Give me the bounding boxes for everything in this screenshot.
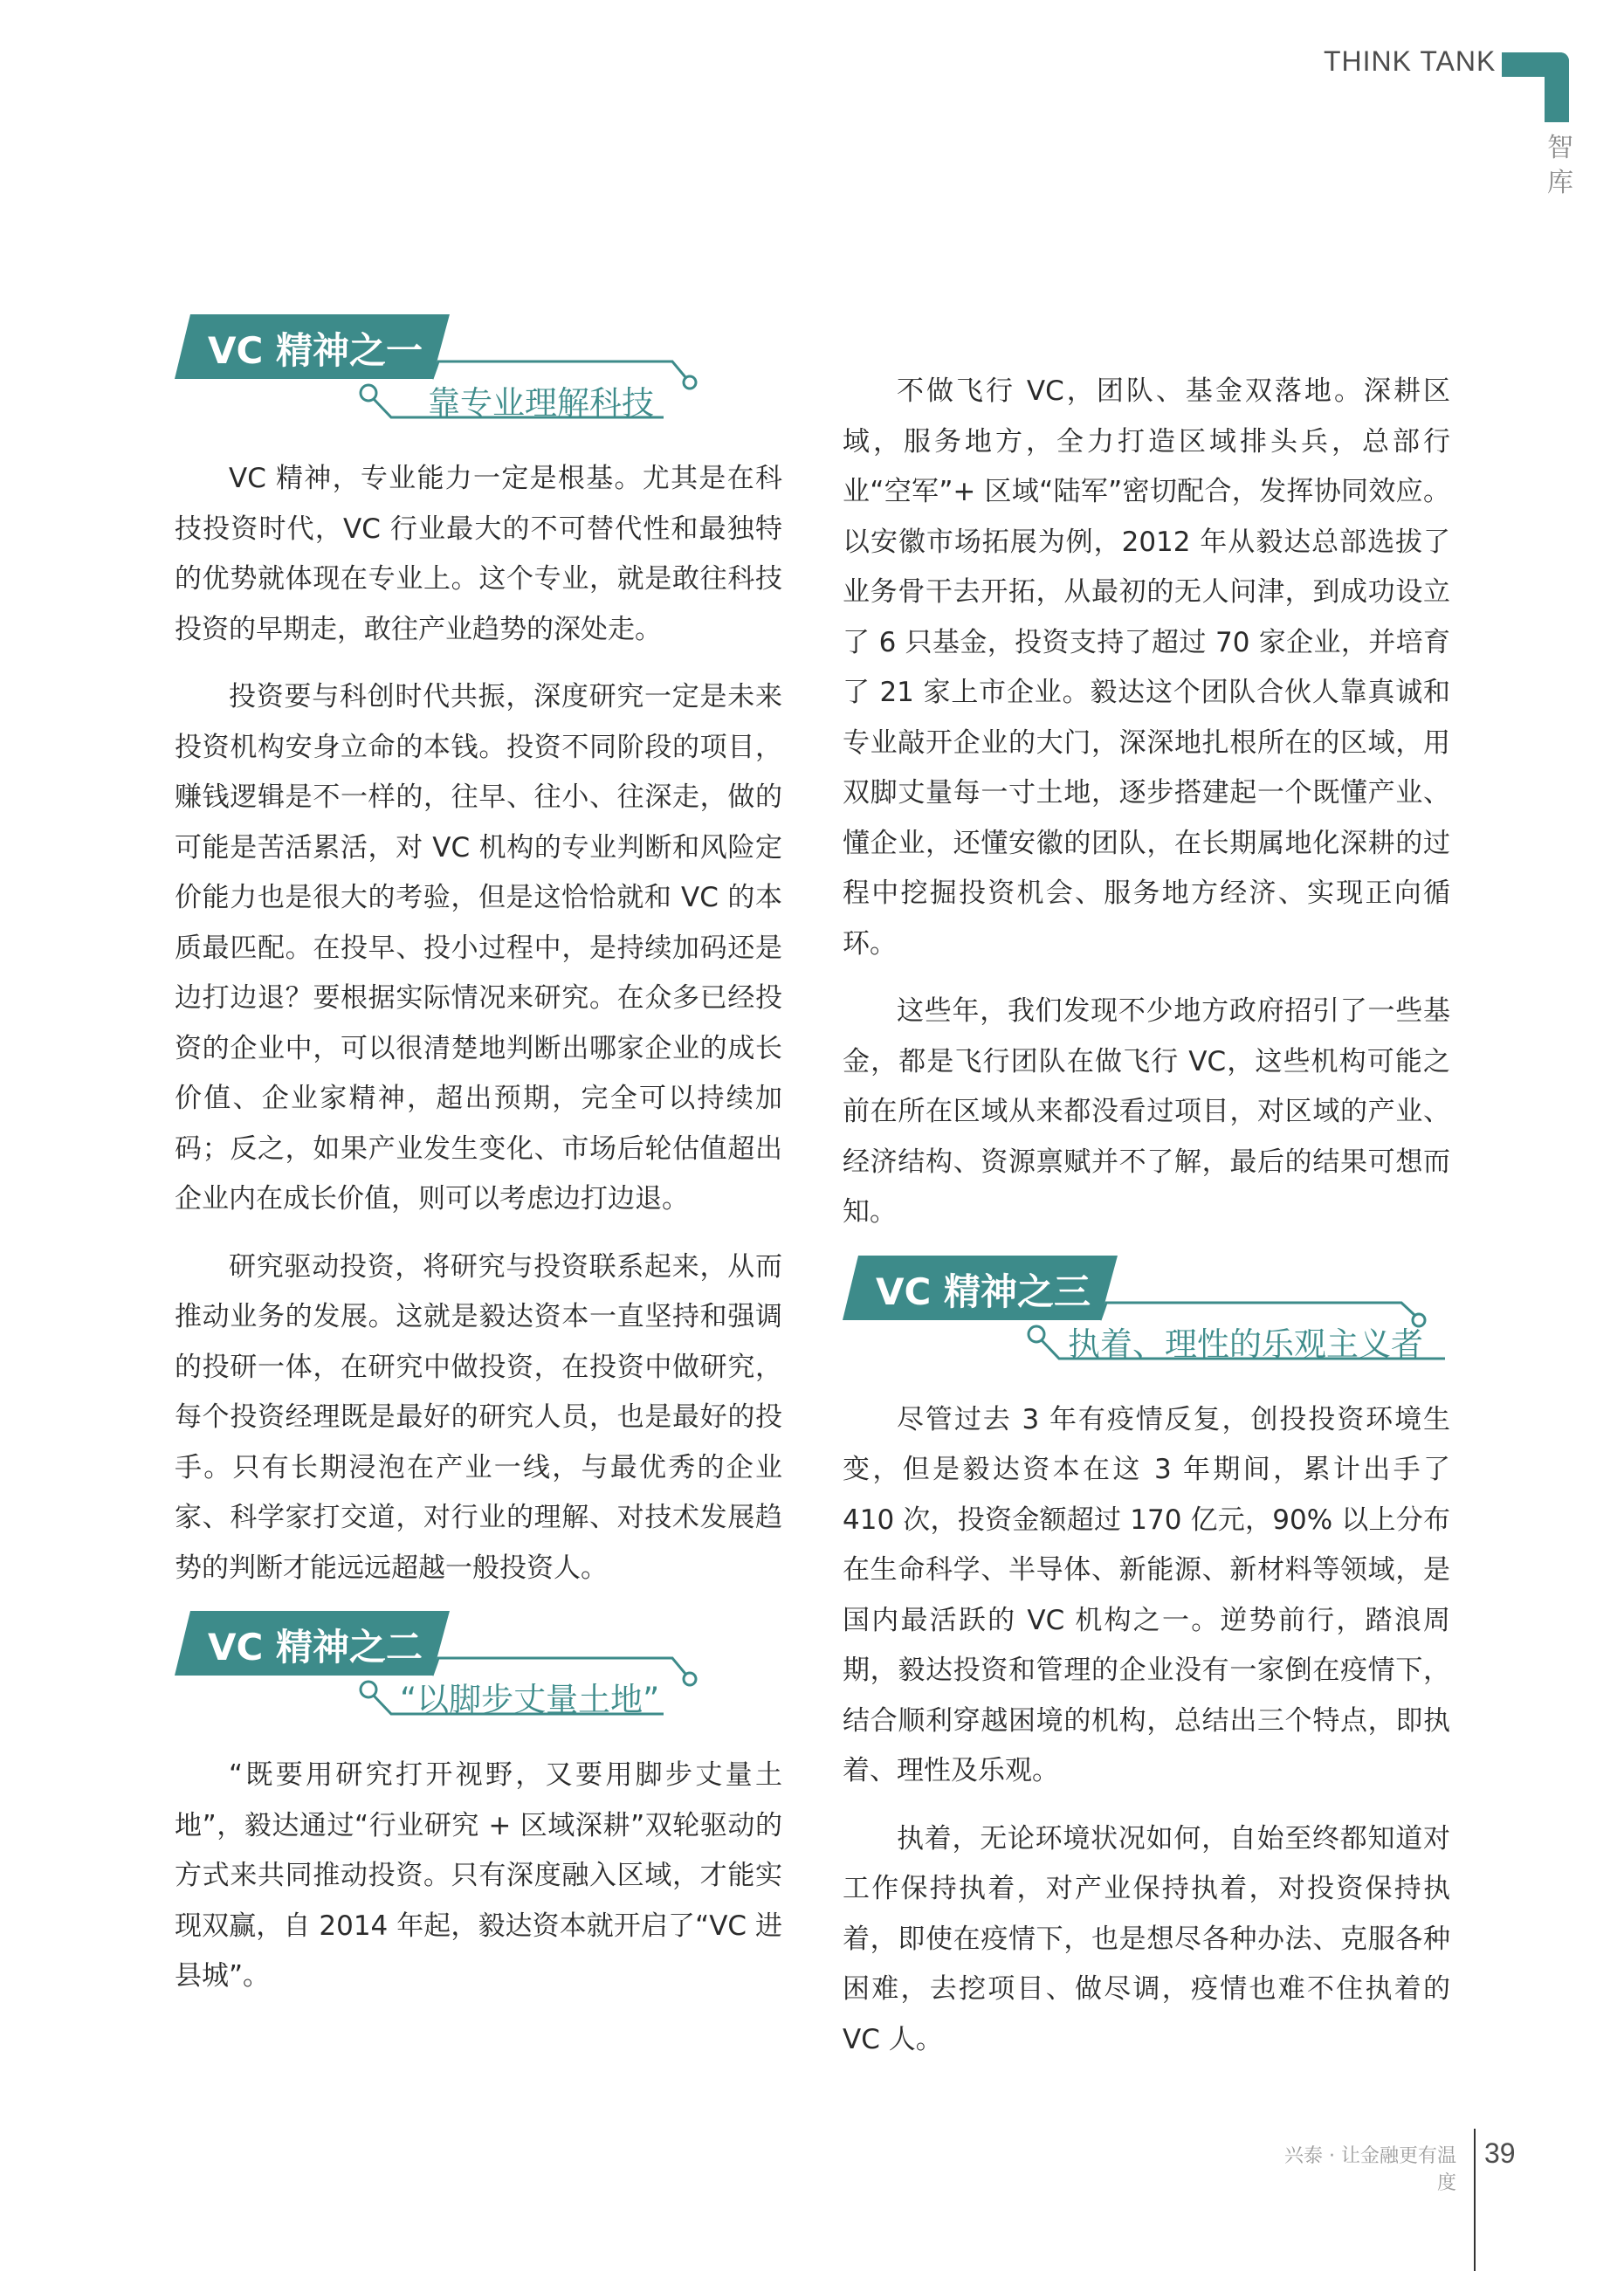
- left-column: [175, 314, 782, 2020]
- section-title: VC 精神之三: [876, 1270, 1091, 1313]
- section-subtitle: 执着、理性的乐观主义者: [1068, 1325, 1423, 1363]
- corner-tab-mark: [1502, 52, 1569, 122]
- brand-label: THINK TANK: [1324, 45, 1497, 77]
- paragraph: 这些年，我们发现不少地方政府招引了一些基金，都是飞行团队在做飞行 VC，这些机构可能之前在所在区域从来都没看过项目，对区域的产业、经济结构、资源禀赋并不了解，最后的结果可想而知。: [843, 995, 1450, 1228]
- paragraph: “既要用研究打开视野，又要用脚步丈量土地”，毅达通过“行业研究 + 区域深耕”双轮驱动的方式来共同推动投资。只有深度融入区域，才能实现双赢，自 2014 年起，毅达资本就开启了“VC 进县城”。: [175, 1759, 782, 1992]
- paragraph: 投资要与科创时代共振，深度研究一定是未来投资机构安身立命的本钱。投资不同阶段的项目，赚钱逻辑是不一样的，往早、往小、往深走，做的可能是苦活累活，对 VC 机构的专业判断和风险定价能力也是很大的考验，但是这恰恰就和 VC 的本质最匹配。在投早、投小过程中，是持续加码还是边打边退？要根据实际情况来研究。在众多已经投资的企业中，可以很清楚地判断出哪家企业的成长价值、企业家精神，超出预期，完全可以持续加码；反之，如果产业发生变化、市场后轮估值超出企业内在成长价值，则可以考虑边打边退。: [175, 681, 782, 1215]
- section-char: 库: [1547, 168, 1573, 198]
- section-header-2: [175, 1611, 782, 1742]
- section-header-1: [175, 314, 782, 445]
- footer-divider: [1474, 2129, 1476, 2271]
- section-label: [1543, 131, 1578, 201]
- footer-slogan: 兴泰 · 让金融更有温度: [1284, 2145, 1456, 2194]
- paragraph: 尽管过去 3 年有疫情反复，创投投资环境生变，但是毅达资本在这 3 年期间，累计出手了 410 次，投资金额超过 170 亿元，90% 以上分布在生命科学、半导体、新能源、新材料等领域，是国内最活跃的 VC 机构之一。逆势前行，踏浪周期，毅达投资和管理的企业没有一家倒在疫情下，结合顺利穿越困境的机构，总结出三个特点，即执着、理性及乐观。: [843, 1403, 1450, 1786]
- section-header-3: [843, 1256, 1450, 1387]
- right-column: [843, 367, 1450, 2082]
- paragraph: VC 精神，专业能力一定是根基。尤其是在科技投资时代，VC 行业最大的不可替代性和最独特的优势就体现在专业上。这个专业，就是敢往科技投资的早期走，敢往产业趋势的深处走。: [175, 463, 782, 645]
- section-title: VC 精神之一: [208, 329, 423, 372]
- section-subtitle: 靠专业理解科技: [428, 384, 654, 422]
- paragraph: 执着，无论环境状况如何，自始至终都知道对工作保持执着，对产业保持执着，对投资保持执着，即使在疫情下，也是想尽各种办法、克服各种困难，去挖项目、做尽调，疫情也难不住执着的 VC 人。: [843, 1822, 1450, 2055]
- section-title: VC 精神之二: [208, 1626, 423, 1669]
- section-subtitle: “以脚步丈量土地”: [400, 1681, 660, 1718]
- page-number: 39: [1484, 2137, 1516, 2169]
- section-char: 智: [1547, 133, 1573, 163]
- paragraph: 研究驱动投资，将研究与投资联系起来，从而推动业务的发展。这就是毅达资本一直坚持和强调的投研一体，在研究中做投资，在投资中做研究，每个投资经理既是最好的研究人员，也是最好的投手。只有长期浸泡在产业一线，与最优秀的企业家、科学家打交道，对行业的理解、对技术发展趋势的判断才能远远超越一般投资人。: [175, 1250, 782, 1584]
- paragraph: 不做飞行 VC，团队、基金双落地。深耕区域，服务地方，全力打造区域排头兵，总部行业“空军”+ 区域“陆军”密切配合，发挥协同效应。以安徽市场拓展为例，2012 年从毅达总部选拔了业务骨干去开拓，从最初的无人问津，到成功设立了 6 只基金，投资支持了超过 70 家企业，并培育了 21 家上市企业。毅达这个团队合伙人靠真诚和专业敲开企业的大门，深深地扎根所在的区域，用双脚丈量每一寸土地，逐步搭建起一个既懂产业、懂企业，还懂安徽的团队，在长期属地化深耕的过程中挖掘投资机会、服务地方经济、实现正向循环。: [843, 375, 1450, 960]
